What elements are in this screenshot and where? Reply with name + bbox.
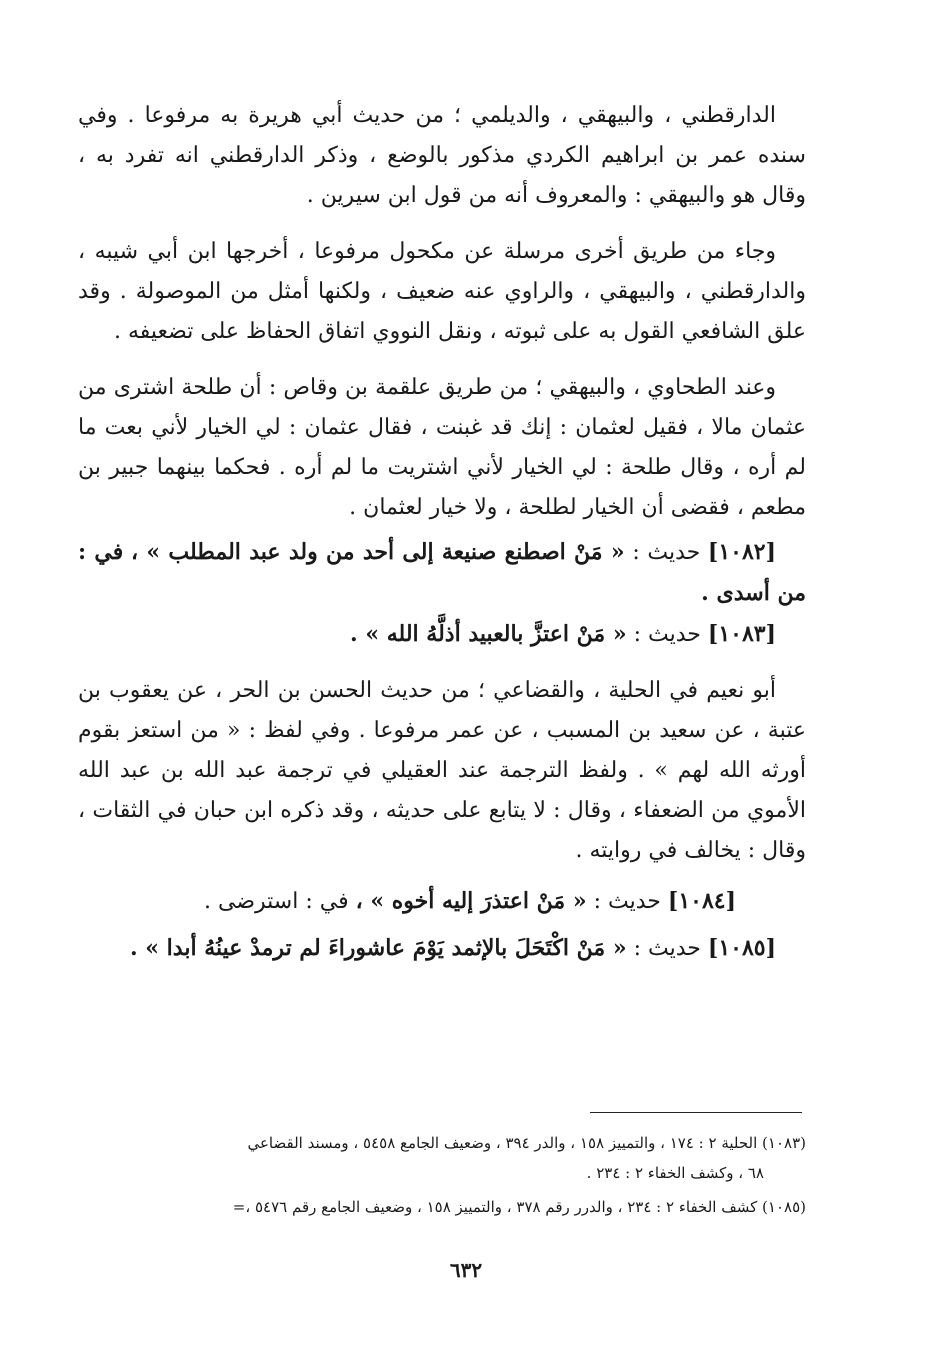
- hadith-1085: [78, 928, 806, 969]
- footnote-1083-line-1: (١٠٨٣) الحلية ٢ : ١٧٤ ، والتمييز ١٥٨ ، والدر ٣٩٤ ، وضعيف الجامع ٥٤٥٨ ، ومسند القضاعي: [247, 1134, 806, 1152]
- hadith-1082-number: [١٠٨٢]: [707, 539, 777, 565]
- hadith-1084: [78, 881, 806, 922]
- hadith-1084-reference: في : استرضى .: [204, 889, 349, 914]
- hadith-1084-label: حديث :: [593, 889, 661, 914]
- footnote-1083: [78, 1128, 806, 1188]
- footnote-1085: [78, 1192, 806, 1222]
- paragraph-1083-text: أبو نعيم في الحلية ، والقضاعي ؛ من حديث الحسن بن الحر ، عن يعقوب بن عتبة ، عن سعيد بن المسبب ، عن عمر مرفوعا . وفي لفظ : « من استعز بقوم أورثه الله لهم » . ولفظ الترجمة عند العقيلي في ترجمة عبد الله بن عبد الله الأموي من الضعفاء ، وقال : لا يتابع على حديثه ، وقد ذكره ابن حبان في الثقات ، وقال : يخالف في روايته .: [78, 678, 806, 863]
- hadith-1082-text: « مَنْ اصطنع صنيعة إلى أحد من ولد عبد المطلب » ،: [130, 539, 625, 565]
- hadith-1083-label: حديث :: [633, 622, 701, 647]
- hadith-1084-number: [١٠٨٤]: [667, 888, 736, 914]
- paragraph-2-text: وجاء من طريق أخرى مرسلة عن مكحول مرفوعا ، أخرجها ابن أبي شيبه ، والدارقطني ، والبيهقي ، والراوي عنه ضعيف ، ولكنها أمثل من الموصولة . وقد علق الشافعي القول به على ثبوته ، ونقل النووي اتفاق الحفاظ على تضعيفه .: [78, 239, 806, 344]
- paragraph-2: [78, 232, 806, 352]
- hadith-1085-number: [١٠٨٥]: [707, 935, 776, 961]
- hadith-1082-reference: في : من أسدى .: [78, 539, 806, 606]
- hadith-1084-text: « مَنْ اعتذرَ إليه أخوه » ،: [355, 888, 587, 914]
- footnotes: [78, 1128, 806, 1226]
- paragraph-1: [78, 96, 806, 216]
- paragraph-1-text: الدارقطني ، والبيهقي ، والديلمي ؛ من حديث أبي هريرة به مرفوعا . وفي سنده عمر بن ابراهيم الكردي مذكور بالوضع ، وذكر الدارقطني انه تفرد به ، وقال هو والبيهقي : والمعروف أنه من قول ابن سيرين .: [78, 103, 806, 208]
- hadith-1085-label: حديث :: [633, 936, 701, 961]
- page-number: ٦٣٢: [449, 1258, 483, 1282]
- hadith-1083-text: « مَنْ اعتزَّ بالعبيد أذلَّهُ الله » .: [350, 621, 627, 647]
- footnote-divider: [590, 1112, 802, 1113]
- footnote-1085-line-1: (١٠٨٥) كشف الخفاء ٢ : ٢٣٤ ، والدرر رقم ٣٧٨ ، والتمييز ١٥٨ ، وضعيف الجامع رقم ٥٤٧٦ ،=: [232, 1198, 806, 1216]
- paragraph-3-text: وعند الطحاوي ، والبيهقي ؛ من طريق علقمة بن وقاص : أن طلحة اشترى من عثمان مالا ، فقيل لعثمان : إنك قد غبنت ، فقال عثمان : لي الخيار لأني بعت ما لم أره ، وقال طلحة : لي الخيار لأني اشتريت ما لم أره . فحكما بينهما جبير بن مطعم ، فقضى أن الخيار لطلحة ، ولا خيار لعثمان .: [78, 375, 806, 520]
- paragraph-1083-commentary: [78, 671, 806, 871]
- hadith-1085-text: « مَنْ اكْتَحَلَ بالإثمد يَوْمَ عاشوراءَ لم ترمدْ عينُهُ أبدا » .: [129, 935, 627, 961]
- footnote-1083-line-2: ٦٨ ، وكشف الخفاء ٢ : ٢٣٤ .: [586, 1164, 764, 1182]
- main-text: [78, 96, 806, 969]
- hadith-1083-number: [١٠٨٣]: [707, 621, 776, 647]
- hadith-1083: [78, 614, 806, 655]
- paragraph-3: [78, 368, 806, 528]
- hadith-1082: [78, 532, 806, 614]
- hadith-1082-label: حديث :: [632, 540, 701, 565]
